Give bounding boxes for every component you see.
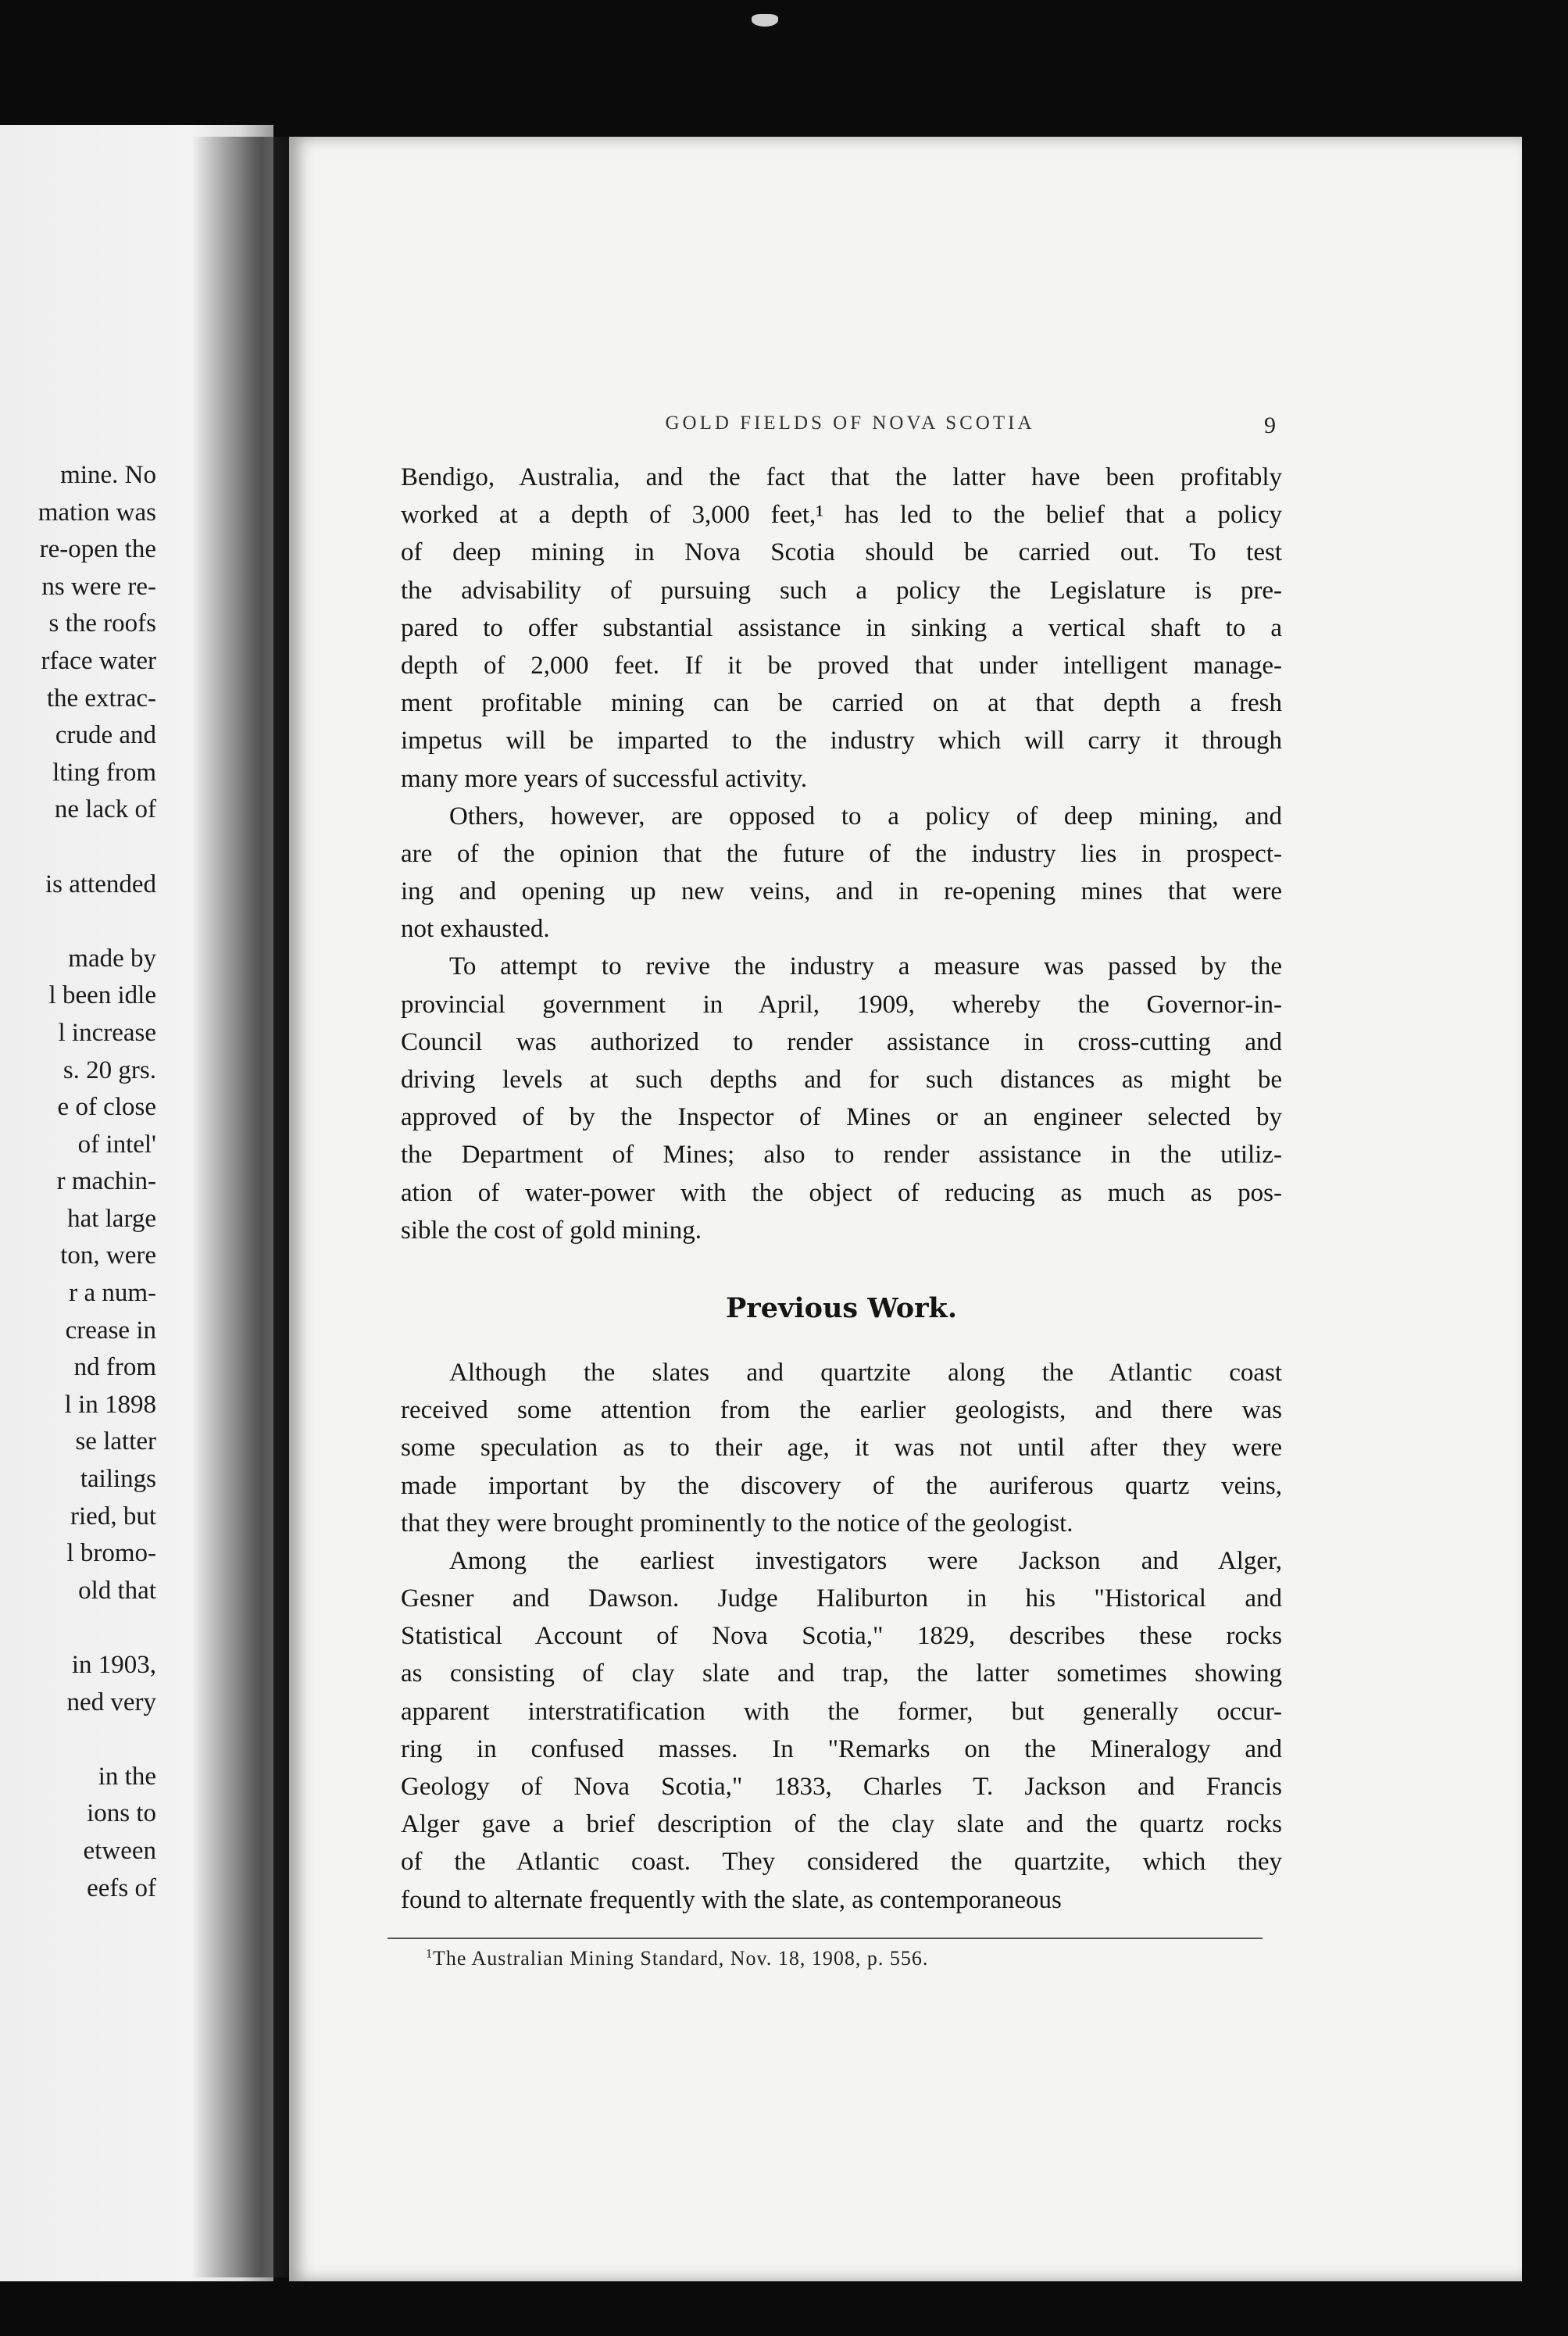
scan-mark: [752, 14, 778, 27]
text-line: provincial government in April, 1909, whereby the Governor-in-: [401, 990, 1282, 1019]
paragraph: [401, 948, 1282, 1249]
left-page-line: in the: [98, 1762, 156, 1791]
left-page-line: ton, were: [60, 1241, 156, 1270]
left-page-line: nd from: [73, 1353, 156, 1382]
text-line: of the Atlantic coast. They considered the quartzite, which they: [401, 1848, 1282, 1877]
left-page-line: the extrac-: [46, 684, 156, 713]
left-page-line: eefs of: [87, 1873, 156, 1902]
text-line: some speculation as to their age, it was not until after they were: [401, 1434, 1282, 1463]
left-page-line: [0, 1609, 156, 1647]
text-line: received some attention from the earlier geologists, and there was: [401, 1396, 1282, 1425]
left-page-line: l increase: [58, 1018, 156, 1047]
text-line: worked at a depth of 3,000 feet,¹ has led to the belief that a policy: [401, 501, 1282, 530]
left-page-line: s. 20 grs.: [63, 1055, 156, 1084]
left-page-line: etween: [83, 1836, 156, 1865]
left-page-line: ne lack of: [54, 795, 156, 824]
footnote-text: The Australian Mining Standard, Nov. 18, 1908, p. 556.: [433, 1947, 929, 1970]
text-line: are of the opinion that the future of the industry lies in prospect-: [401, 839, 1282, 868]
left-page-line: l in 1898: [64, 1390, 156, 1419]
footnote: [426, 1947, 1270, 1970]
left-page-line: [0, 829, 156, 866]
left-page-line: made by: [68, 944, 156, 973]
text-line: Alger gave a brief description of the clay slate and the quartz rocks: [401, 1810, 1282, 1839]
left-page-line: s the roofs: [48, 609, 156, 638]
text-line: Although the slates and quartzite along the Atlantic coast: [449, 1358, 1282, 1387]
text-line: Statistical Account of Nova Scotia," 1829, describes these rocks: [401, 1622, 1282, 1651]
text-line: Gesner and Dawson. Judge Haliburton in his "Historical and: [401, 1584, 1282, 1613]
text-line: sible the cost of gold mining.: [401, 1216, 702, 1245]
text-line: the Department of Mines; also to render assistance in the utiliz-: [401, 1141, 1282, 1170]
body-text: [401, 459, 1282, 1919]
left-page-line: r a num-: [69, 1279, 156, 1308]
paragraph: [401, 1542, 1282, 1919]
text-line: ing and opening up new veins, and in re-opening mines that were: [401, 877, 1282, 906]
paragraph: [401, 798, 1282, 948]
text-line: pared to offer substantial assistance in sinking a vertical shaft to a: [401, 613, 1282, 642]
page-number: 9: [1264, 413, 1276, 438]
footnote-rule: [388, 1938, 1263, 1939]
text-line: depth of 2,000 feet. If it be proved that under intelligent manage-: [401, 651, 1282, 680]
left-page-line: r machin-: [56, 1167, 156, 1196]
left-page-line: of intel': [77, 1130, 156, 1159]
text-line: apparent interstratification with the former, but generally occur-: [401, 1697, 1282, 1726]
left-page-line: mine. No: [60, 461, 156, 489]
left-page-line: crude and: [55, 721, 156, 750]
text-line: that they were brought prominently to the notice of the geologist.: [401, 1509, 1073, 1538]
left-page-line: tailings: [80, 1465, 156, 1494]
paragraph: [401, 1354, 1282, 1542]
left-page-line: ried, but: [70, 1502, 156, 1531]
text-line: many more years of successful activity.: [401, 764, 808, 793]
footnote-marker: 1: [426, 1947, 433, 1961]
left-page-line: rface water: [41, 646, 156, 675]
paragraphs-bottom: [401, 1354, 1282, 1919]
text-line: driving levels at such depths and for such distances as might be: [401, 1066, 1282, 1094]
text-line: not exhausted.: [401, 915, 550, 944]
paragraphs-top: [401, 459, 1282, 1249]
left-page-text: [0, 457, 156, 1907]
left-page-line: in 1903,: [71, 1651, 156, 1679]
text-line: To attempt to revive the industry a measure was passed by the: [449, 952, 1282, 981]
left-page-line: hat large: [67, 1204, 156, 1233]
text-line: Council was authorized to render assistance in cross-cutting and: [401, 1027, 1282, 1056]
left-page-line: re-open the: [39, 535, 156, 564]
text-line: made important by the discovery of the auriferous quartz veins,: [401, 1471, 1282, 1500]
left-page-line: is attended: [45, 870, 156, 898]
left-page-line: l been idle: [48, 981, 156, 1010]
text-line: the advisability of pursuing such a policy the Legislature is pre-: [401, 576, 1282, 605]
left-page-line: old that: [78, 1576, 156, 1605]
left-page-line: ions to: [87, 1799, 156, 1828]
left-page-line: mation was: [38, 498, 156, 527]
text-line: ation of water-power with the object of reducing as much as pos-: [401, 1178, 1282, 1207]
left-page-line: ned very: [66, 1688, 156, 1716]
running-head: GOLD FIELDS OF NOVA SCOTIA: [665, 413, 1035, 434]
text-line: as consisting of clay slate and trap, the latter sometimes showing: [401, 1659, 1282, 1688]
left-page-line: e of close: [57, 1093, 156, 1122]
left-page-line: se latter: [75, 1427, 156, 1456]
left-page-line: l bromo-: [66, 1539, 156, 1568]
text-line: found to alternate frequently with the slate, as contemporaneous: [401, 1885, 1062, 1914]
left-page-line: crease in: [65, 1316, 156, 1345]
text-line: ring in confused masses. In "Remarks on the Mineralogy and: [401, 1734, 1282, 1763]
text-line: approved of by the Inspector of Mines or an engineer selected by: [401, 1103, 1282, 1132]
section-heading: Previous Work.: [725, 1291, 957, 1324]
left-page-line: lting from: [52, 758, 156, 787]
text-line: of deep mining in Nova Scotia should be carried out. To test: [401, 538, 1282, 567]
text-line: impetus will be imparted to the industry which will carry it through: [401, 727, 1282, 755]
text-line: Others, however, are opposed to a policy of deep mining, and: [449, 802, 1282, 830]
text-line: Geology of Nova Scotia," 1833, Charles T. Jackson and Francis: [401, 1773, 1282, 1801]
text-line: Bendigo, Australia, and the fact that the latter have been profitably: [401, 463, 1282, 491]
paragraph: [401, 459, 1282, 798]
left-page-line: [0, 903, 156, 941]
text-line: ment profitable mining can be carried on at that depth a fresh: [401, 689, 1282, 718]
text-line: Among the earliest investigators were Jackson and Alger,: [449, 1546, 1282, 1575]
left-page-line: ns were re-: [41, 572, 156, 601]
left-page-line: [0, 1721, 156, 1759]
